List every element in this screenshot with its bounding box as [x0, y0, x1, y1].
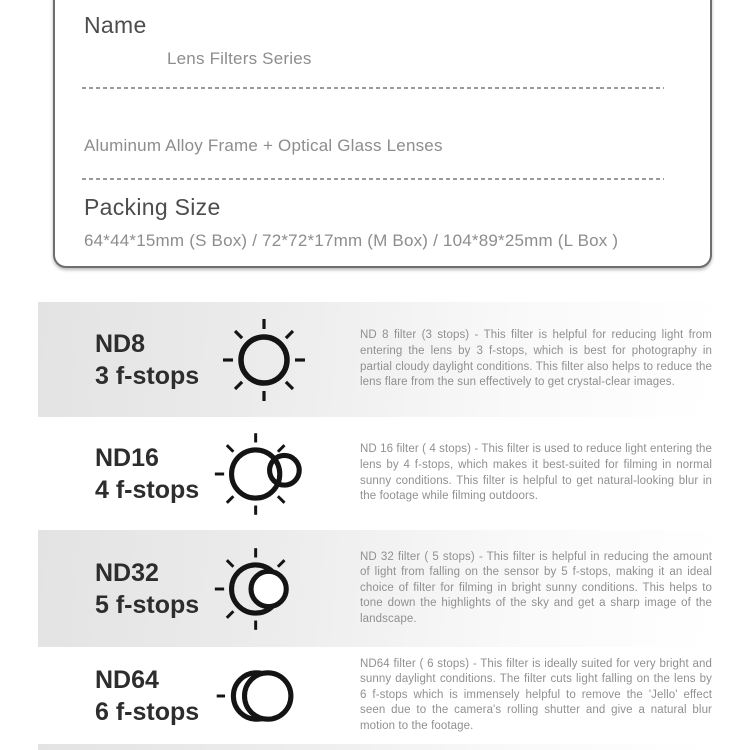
sun-icon: [213, 312, 315, 408]
filter-description: ND 8 filter (3 stops) - This filter is helpful for reducing light from entering the lens by 3 f-stops, which is best for photography in partial cloudy daylight conditions. This filter also helps to reduce the lens flare from the sun effectively to get crystal-clear images.: [360, 329, 712, 389]
filter-stops: 3 f-stops: [95, 361, 200, 390]
filter-row-nd8: [38, 302, 712, 417]
name-label: Name: [84, 12, 147, 38]
dashed-divider: [82, 178, 664, 180]
filter-name: ND64: [95, 665, 159, 694]
dashed-divider: [82, 87, 664, 89]
name-value: Lens Filters Series: [167, 49, 312, 68]
filter-stops: 5 f-stops: [95, 590, 200, 619]
filter-title: [95, 442, 213, 506]
filter-name: ND32: [95, 558, 159, 587]
filter-description: ND64 filter ( 6 stops) - This filter is ideally suited for very bright and sunny daylight conditions. The filter cuts light falling on the lens by 6 f-stops which is immensely helpful to remove the 'Jello' effect seen due to the camera's rolling shutter and give a natural blur motion to the footage.: [360, 657, 712, 732]
filter-stops: 4 f-stops: [95, 475, 200, 504]
filter-title: [95, 664, 213, 728]
material-value: Aluminum Alloy Frame + Optical Glass Lenses: [84, 136, 443, 155]
filter-title: [95, 557, 213, 621]
filter-description: ND 32 filter ( 5 stops) - This filter is helpful in reducing the amount of light from falling on the sensor by 5 f-stops, making it an ideal choice of filter for filming in bright sunny conditions. This helps to tone down the highlights of the sky and get a sharp image of the landscape.: [360, 550, 712, 625]
filter-description: ND 16 filter ( 4 stops) - This filter is used to reduce light entering the lens by 4 f-stops, which makes it best-suited for filming in normal sunny conditions. This filter is helpful to get natural-looking blur in the footage while filming outdoors.: [360, 443, 712, 503]
packing-size-label: Packing Size: [84, 194, 221, 220]
packing-size-value: 64*44*15mm (S Box) / 72*72*17mm (M Box) / 104*89*25mm (L Box ): [84, 231, 619, 250]
sun-full-eclipse-icon: [213, 648, 315, 744]
filter-row-nd16: [38, 417, 712, 530]
filter-name: ND16: [95, 443, 159, 472]
filter-name: ND8: [95, 329, 146, 358]
sun-quarter-eclipse-icon: [213, 426, 315, 522]
filter-row-nd32: [38, 530, 712, 647]
sun-half-eclipse-icon: [213, 541, 315, 637]
spec-box: [53, 0, 712, 268]
filter-stops: 6 f-stops: [95, 697, 200, 726]
filter-row-nd64: [38, 647, 712, 744]
next-row-band-edge: [38, 744, 712, 750]
filter-title: [95, 328, 213, 392]
